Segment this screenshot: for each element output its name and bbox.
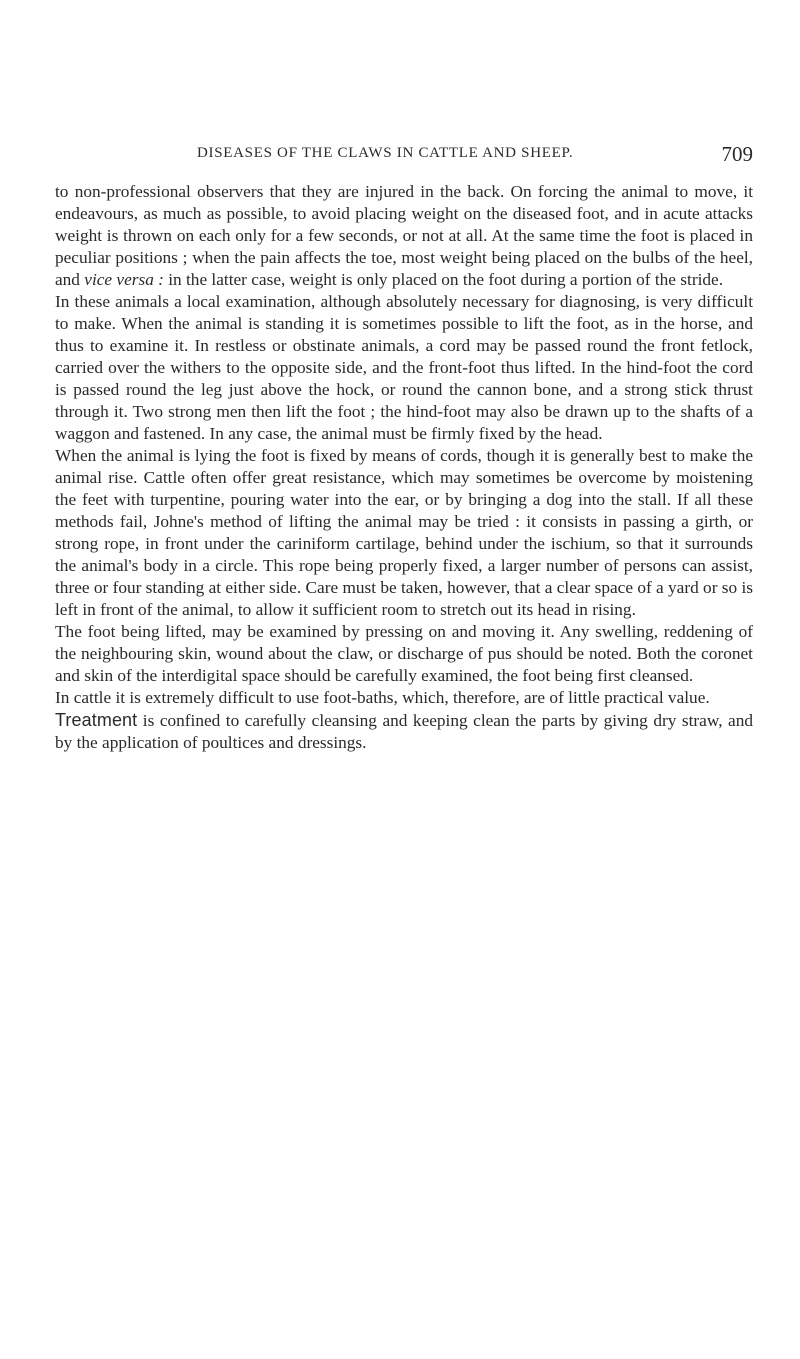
treatment-heading: Treatment — [55, 710, 138, 730]
paragraph-2-text: In these animals a local examination, although absolutely necessary for diagnosing, is very difficult to make. When the animal is standing it is sometimes possible to lift the foot, as in the horse, and thus to examine it. In restless or obstinate animals, a cord may be passed round the front fetlock, carried over the withers to the opposite side, and the front-foot thus lifted. In the hind-foot the cord is passed round the leg just above the hock, or round the cannon bone, and a strong stick thrust through it. Two strong men then lift the foot ; the hind-foot may also be drawn up to the shafts of a waggon and fastened. In any case, the animal must be firmly fixed by the head. — [55, 292, 753, 443]
paragraph-1-text: to non-professional observers that they are injured in the back. On forcing the animal to move, it endeavours, as much as possible, to avoid placing weight on the diseased foot, and in acute attacks weight is thrown on each only for a few seconds, or not at all. At the same time the foot is placed in peculiar positions ; when the pain affects the toe, most weight being placed on the bulbs of the heel, and — [55, 182, 753, 289]
running-title: DISEASES OF THE CLAWS IN CATTLE AND SHEEP. — [197, 145, 574, 161]
running-head — [197, 142, 753, 170]
paragraph-5 — [55, 687, 753, 709]
paragraph-6-text: is confined to carefully cleansing and keeping clean the parts by giving dry straw, and by the application of poultices and dressings. — [55, 711, 753, 752]
body-text — [55, 181, 753, 754]
paragraph-4-text: The foot being lifted, may be examined by pressing on and moving it. Any swelling, reddening of the neighbouring skin, wound about the claw, or discharge of pus should be noted. Both the coronet and skin of the interdigital space should be carefully examined, the foot being first cleansed. — [55, 622, 753, 685]
paragraph-4 — [55, 621, 753, 687]
paragraph-1 — [55, 181, 753, 291]
page-number: 709 — [721, 142, 753, 166]
italic-phrase: vice versa : — [84, 270, 164, 289]
paragraph-3-text: When the animal is lying the foot is fixed by means of cords, though it is generally best to make the animal rise. Cattle often offer great resistance, which may sometimes be overcome by moistening the feet with turpentine, pouring water into the ear, or by bringing a dog into the stall. If all these methods fail, Johne's method of lifting the animal may be tried : it consists in passing a girth, or strong rope, in front under the cariniform cartilage, behind under the ischium, so that it surrounds the animal's body in a circle. This rope being properly fixed, a larger number of persons can assist, three or four standing at either side. Care must be taken, however, that a clear space of a yard or so is left in front of the animal, to allow it sufficient room to stretch out its head in rising. — [55, 446, 753, 619]
paragraph-3 — [55, 445, 753, 621]
paragraph-5-text: In cattle it is extremely difficult to use foot-baths, which, therefore, are of little practical value. — [55, 688, 710, 707]
paragraph-1-end: in the latter case, weight is only placed on the foot during a portion of the stride. — [163, 270, 724, 289]
paragraph-6 — [55, 709, 753, 754]
paragraph-2 — [55, 291, 753, 445]
